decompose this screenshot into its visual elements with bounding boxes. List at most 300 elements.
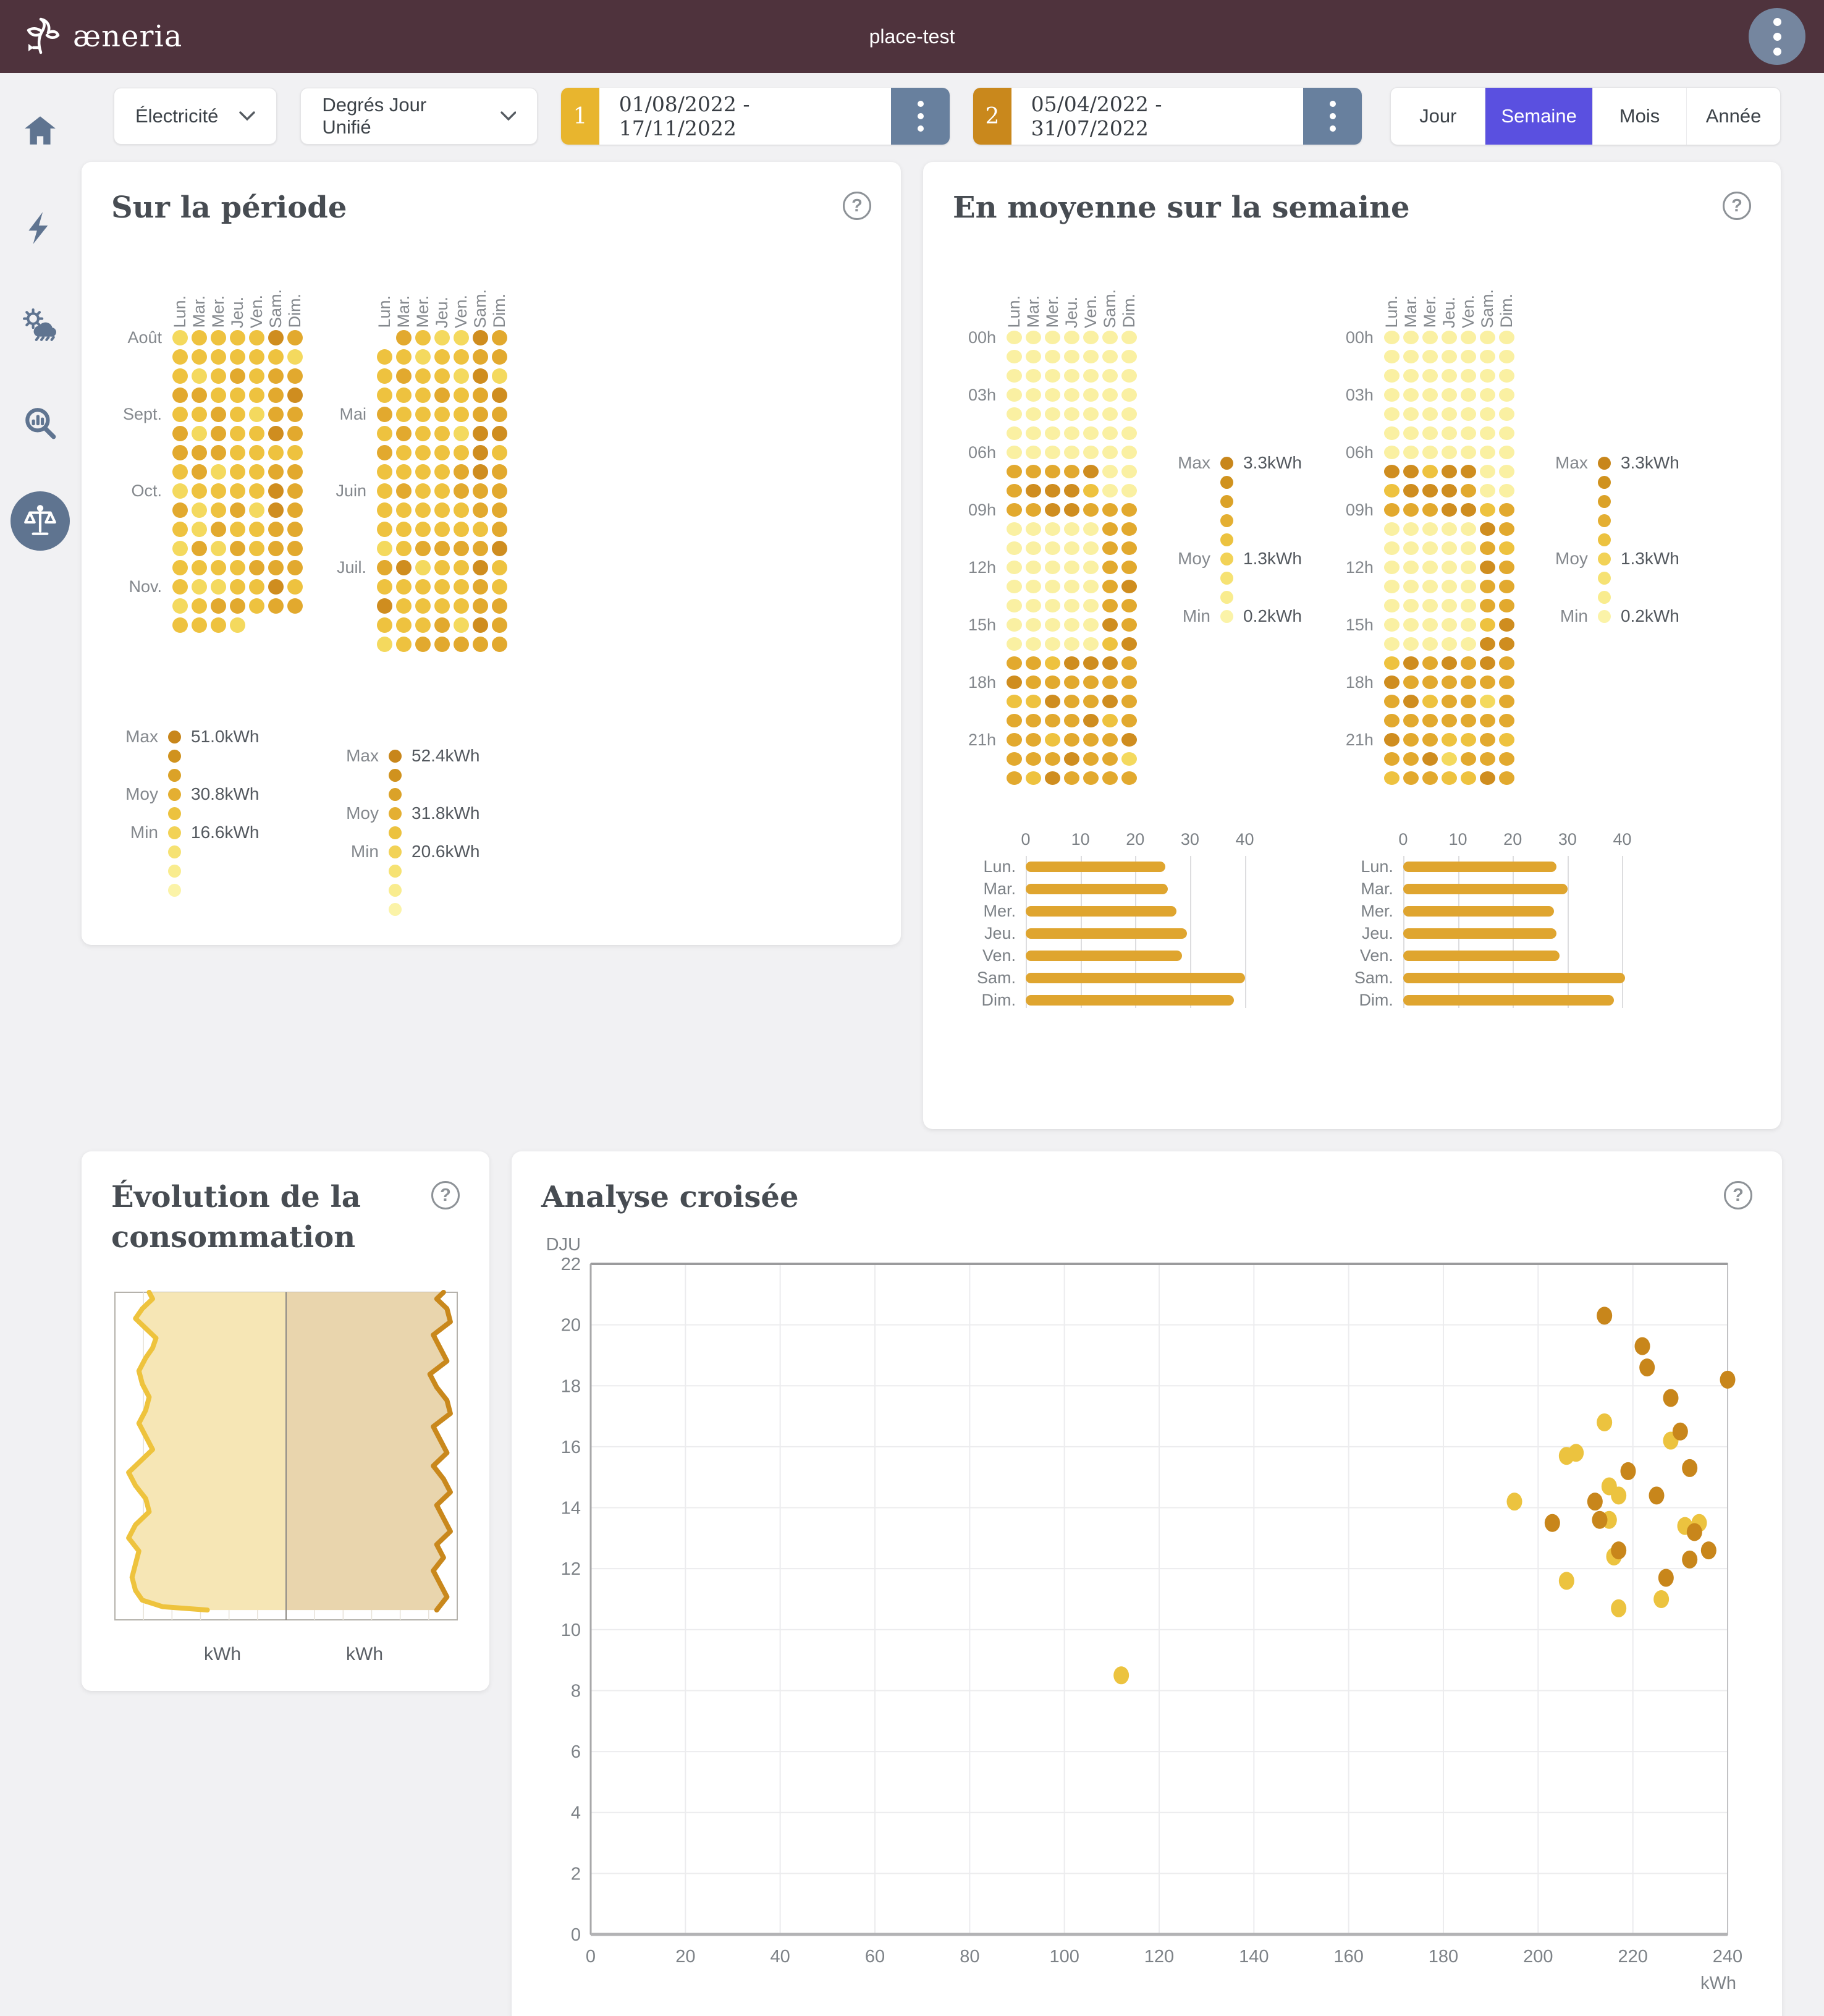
heatmap-dot	[1442, 637, 1457, 651]
heatmap-dot	[473, 579, 488, 595]
heatmap-dot	[1499, 695, 1514, 708]
sidebar	[0, 73, 80, 2016]
evolution-xlabel-1: kWh	[204, 1643, 241, 1664]
heatmap-dot	[1064, 771, 1079, 785]
heatmap-dot	[1083, 503, 1099, 517]
energy-type-select[interactable]	[114, 88, 277, 145]
legend-label: Max	[125, 727, 158, 747]
legend-label: Min	[1182, 606, 1210, 626]
heatmap-dot	[268, 502, 284, 518]
bar-row	[970, 856, 1267, 878]
legend-dot	[168, 750, 181, 763]
heatmap-dot	[249, 426, 264, 441]
help-icon[interactable]: ?	[1724, 1181, 1752, 1209]
heatmap-dot	[249, 407, 264, 422]
heatmap-dot	[473, 502, 488, 518]
day-label: Jeu.	[1062, 296, 1081, 328]
row-label	[953, 750, 1005, 769]
sidebar-item-consumption[interactable]	[11, 198, 70, 258]
heatmap-dot	[1045, 388, 1060, 402]
heatmap-dot	[1121, 771, 1137, 785]
heatmap-dot	[1442, 676, 1457, 689]
date-range-1-value: 01/08/2022 - 17/11/2022	[599, 88, 892, 145]
bar-category-label: Ven.	[1359, 946, 1393, 965]
legend-value: 3.3kWh	[1620, 453, 1679, 473]
legend-label: Moy	[1178, 549, 1210, 569]
heatmap-dot	[1045, 503, 1060, 517]
heatmap-dot	[1007, 733, 1022, 747]
legend-value: 1.3kWh	[1620, 549, 1679, 569]
row-label: 06h	[968, 443, 996, 462]
heatmap-dot	[396, 330, 412, 345]
help-icon[interactable]: ?	[1723, 192, 1751, 220]
heatmap-day-labels	[332, 253, 509, 328]
scatter-point-period-2	[1545, 1514, 1560, 1532]
heatmap-dot	[473, 637, 488, 652]
y-tick-label: 8	[570, 1681, 581, 1701]
heatmap-dot	[1064, 369, 1079, 383]
heatmap-dot	[1480, 407, 1495, 421]
x-tick-label: 120	[1144, 1946, 1175, 1967]
row-label	[111, 424, 171, 443]
heatmap-dot	[1026, 752, 1041, 766]
legend-dot	[168, 826, 181, 839]
heatmap-dot	[1007, 656, 1022, 670]
row-label	[953, 347, 1005, 366]
heatmap-dot	[454, 483, 469, 499]
heatmap-dot	[249, 330, 264, 345]
legend-value: 52.4kWh	[412, 746, 480, 766]
row-label	[953, 635, 1005, 654]
heatmap-dot	[415, 349, 431, 365]
legend-label: Max	[1178, 453, 1210, 473]
bar	[1403, 862, 1556, 872]
heatmap-dot	[1384, 618, 1400, 632]
heatmap-dot	[1384, 676, 1400, 689]
heatmap-dot	[492, 579, 507, 595]
heatmap-dot	[1083, 388, 1099, 402]
heatmap-dot	[454, 368, 469, 384]
heatmap-dot	[1422, 407, 1438, 421]
row-label: Mai	[339, 404, 366, 423]
row-label	[953, 692, 1005, 711]
heatmap-dot	[172, 388, 188, 403]
x-tick-label: 0	[585, 1946, 596, 1967]
heatmap-dot	[1045, 637, 1060, 651]
row-label	[111, 386, 171, 405]
bar-category-label: Lun.	[1361, 857, 1393, 876]
legend-dot	[168, 807, 181, 820]
row-label: 18h	[968, 672, 996, 692]
heatmap-dot	[211, 483, 226, 499]
heatmap-dot	[1480, 580, 1495, 593]
heatmap-dot	[268, 598, 284, 614]
heatmap-dot	[415, 445, 431, 460]
date-range-1-menu-button[interactable]	[891, 88, 950, 145]
heatmap-dot	[492, 349, 507, 365]
heatmap-dot	[377, 426, 392, 441]
heatmap-dot	[434, 407, 450, 422]
heatmap-legend	[1163, 454, 1302, 788]
brand	[22, 17, 182, 56]
heatmap-dot	[268, 522, 284, 537]
heatmap-dot	[1403, 695, 1419, 708]
heatmap-dot	[1461, 465, 1476, 478]
heatmap-dot	[1499, 599, 1514, 612]
heatmap-dot	[211, 426, 226, 441]
scatter-plot	[541, 1236, 1752, 1996]
axis-tick-label: 0	[1021, 829, 1031, 849]
heatmap-dot	[1007, 695, 1022, 708]
legend-value: 0.2kWh	[1620, 606, 1679, 626]
heatmap-dot	[1422, 676, 1438, 689]
heatmap-dot	[377, 407, 392, 422]
card-sur-la-periode	[82, 162, 901, 945]
heatmap-dot	[1403, 752, 1419, 766]
help-icon[interactable]: ?	[431, 1181, 460, 1209]
heatmap-dot	[1442, 503, 1457, 517]
heatmap-dot	[454, 445, 469, 460]
bar-row	[1348, 967, 1644, 989]
heatmap-dot	[1403, 771, 1419, 785]
bar-row	[970, 900, 1267, 923]
day-label: Jeu.	[1439, 296, 1458, 328]
heatmap-dot	[192, 407, 207, 422]
row-label: 03h	[968, 385, 996, 404]
legend-dot	[1220, 495, 1233, 508]
heatmap-dot	[1007, 637, 1022, 651]
bar-axis	[970, 830, 1302, 856]
heatmap-dot	[230, 464, 245, 480]
heatmap-dot	[1442, 771, 1457, 785]
heatmap-dot	[1026, 350, 1041, 363]
x-tick-label: 20	[675, 1946, 696, 1967]
date-range-1[interactable]	[561, 88, 950, 145]
heatmap-dot	[1083, 656, 1099, 670]
scatter-point-period-2	[1587, 1493, 1603, 1510]
heatmap-dot	[268, 483, 284, 499]
heatmap-dot	[192, 617, 207, 633]
bar-category-label: Ven.	[982, 946, 1016, 965]
heatmap-dot	[1045, 369, 1060, 383]
heatmap-dot	[415, 407, 431, 422]
heatmap-dot	[434, 522, 450, 537]
heatmap-dot	[1026, 388, 1041, 402]
row-label	[1330, 366, 1382, 386]
heatmap-dot	[1384, 369, 1400, 383]
heatmap-dot	[377, 617, 392, 633]
heatmap-dot	[1007, 618, 1022, 632]
heatmap-dot	[1064, 484, 1079, 498]
heatmap-dot	[1442, 350, 1457, 363]
heatmap-dot	[1422, 503, 1438, 517]
heatmap-dot	[396, 445, 412, 460]
heatmap-dot	[1461, 484, 1476, 498]
day-label: Jeu.	[228, 296, 247, 328]
row-label: 12h	[968, 557, 996, 577]
bar	[1026, 928, 1187, 939]
row-label	[953, 769, 1005, 788]
sidebar-item-weather[interactable]	[11, 296, 70, 355]
legend-dot	[389, 865, 402, 878]
sidebar-item-compare[interactable]	[11, 491, 70, 551]
heatmap-dot	[396, 541, 412, 556]
heatmap-dot	[1083, 580, 1099, 593]
bar-plot	[970, 856, 1267, 1012]
heatmap-dot	[1480, 561, 1495, 574]
heatmap-dot	[1480, 752, 1495, 766]
period-button-annee[interactable]: Année	[1686, 88, 1780, 145]
heatmap-dot	[1121, 484, 1137, 498]
heatmap-dot	[492, 388, 507, 403]
heatmap-dot	[1499, 714, 1514, 727]
legend-label: Max	[346, 746, 379, 766]
heatmap-dot	[1384, 446, 1400, 459]
heatmap-dot	[1026, 369, 1041, 383]
heatmap-dot	[1422, 656, 1438, 670]
y-tick-label: 6	[570, 1742, 581, 1762]
heatmap-dot	[1480, 599, 1495, 612]
heatmap-dot	[1422, 714, 1438, 727]
heatmap-dot	[1480, 541, 1495, 555]
legend-value: 3.3kWh	[1243, 453, 1302, 473]
period-button-mois[interactable]: Mois	[1592, 88, 1686, 145]
heatmap-dot	[1064, 752, 1079, 766]
heatmap-dot	[434, 637, 450, 652]
heatmap-dot	[1461, 331, 1476, 344]
card-en-moyenne-semaine	[923, 162, 1781, 1129]
day-label: Dim.	[1497, 294, 1516, 328]
heatmap-dot	[1422, 350, 1438, 363]
heatmap-dot	[1499, 522, 1514, 536]
date-range-2[interactable]	[973, 88, 1362, 145]
heatmap-dot	[415, 579, 431, 595]
heatmap-dot	[1480, 446, 1495, 459]
heatmap-dot	[1102, 695, 1118, 708]
row-label	[111, 443, 171, 462]
row-label	[332, 386, 375, 405]
sidebar-item-analysis[interactable]	[11, 394, 70, 453]
heatmap-dot	[211, 560, 226, 575]
bar-category-label: Jeu.	[984, 924, 1016, 943]
heatmap-dot	[1083, 369, 1099, 383]
scatter-point-period-2	[1663, 1389, 1679, 1407]
heatmap-dot	[1442, 446, 1457, 459]
heatmap-dot	[377, 541, 392, 556]
heatmap-dot	[192, 522, 207, 537]
heatmap-dot	[1064, 503, 1079, 517]
scatter-point-period-2	[1682, 1551, 1697, 1569]
row-label	[111, 558, 171, 577]
day-label: Lun.	[1005, 295, 1023, 328]
row-label	[953, 520, 1005, 539]
row-label	[332, 520, 375, 539]
heatmap-dot	[230, 445, 245, 460]
legend-value: 0.2kWh	[1243, 606, 1302, 626]
heatmap-dot	[230, 560, 245, 575]
heatmap-dot	[1064, 599, 1079, 612]
x-tick-label: 160	[1333, 1946, 1364, 1967]
heatmap-dot	[1007, 676, 1022, 689]
x-tick-label: 220	[1618, 1946, 1648, 1967]
heatmap-dot	[492, 502, 507, 518]
heatmap-dot	[1064, 522, 1079, 536]
day-label: Dim.	[490, 294, 509, 328]
heatmap-dot	[1064, 618, 1079, 632]
weather-icon	[22, 308, 58, 344]
heatmap-dot	[434, 349, 450, 365]
heatmap-dot	[396, 598, 412, 614]
header-menu-button[interactable]	[1749, 8, 1805, 65]
heatmap-dot	[1480, 695, 1495, 708]
heatmap-dot	[377, 598, 392, 614]
heatmap-dot	[415, 617, 431, 633]
heatmap-dot	[230, 502, 245, 518]
heatmap-dot	[1403, 676, 1419, 689]
heatmap-dot	[377, 502, 392, 518]
heatmap-dot	[396, 426, 412, 441]
help-icon[interactable]: ?	[843, 192, 871, 220]
row-label: 09h	[968, 500, 996, 519]
heatmap-dot	[1499, 771, 1514, 785]
heatmap-dot	[268, 445, 284, 460]
heatmap-dot	[434, 598, 450, 614]
date-range-1-badge: 1	[561, 88, 599, 145]
heatmap-dot	[1007, 522, 1022, 536]
row-label	[953, 462, 1005, 481]
heatmap-dot	[268, 541, 284, 556]
row-label	[332, 462, 375, 481]
day-label: Sam.	[266, 289, 285, 328]
day-label: Jeu.	[433, 296, 451, 328]
sidebar-item-home[interactable]	[11, 101, 70, 160]
heatmap-dot	[396, 349, 412, 365]
heatmap-dot	[1461, 714, 1476, 727]
heatmap-dot	[1403, 446, 1419, 459]
heatmap-dot	[1384, 752, 1400, 766]
heatmap-dot	[1102, 446, 1118, 459]
heatmap-dot	[287, 464, 303, 480]
heatmap-dot	[1102, 733, 1118, 747]
heatmap-dot	[1384, 637, 1400, 651]
heatmap-dot	[192, 541, 207, 556]
heatmap-dot	[1121, 350, 1137, 363]
heatmap-dot	[211, 407, 226, 422]
legend-label: Max	[1555, 453, 1588, 473]
heatmap-dot	[1461, 733, 1476, 747]
day-label: Sam.	[1100, 289, 1119, 328]
heatmap-dot	[1026, 484, 1041, 498]
weather-metric-select[interactable]	[300, 88, 538, 145]
heatmap-dot	[1102, 599, 1118, 612]
row-label: Juin	[336, 481, 366, 500]
legend-dot	[1598, 591, 1611, 604]
legend-dot	[389, 884, 402, 897]
day-label: Sam.	[471, 289, 489, 328]
heatmap-legend	[1541, 454, 1679, 788]
chevron-down-icon	[239, 111, 255, 121]
heatmap-dot	[1384, 580, 1400, 593]
heatmap-dot	[1499, 637, 1514, 651]
heatmap-row-labels	[332, 328, 375, 654]
legend-value: 31.8kWh	[412, 803, 480, 823]
heatmap-dot	[1045, 752, 1060, 766]
legend-dot	[1220, 533, 1233, 546]
y-tick-label: 22	[560, 1254, 581, 1274]
heatmap-dot	[1083, 561, 1099, 574]
heatmap-dot	[1121, 388, 1137, 402]
heatmap-dot	[1403, 618, 1419, 632]
heatmap-dot	[1007, 580, 1022, 593]
heatmap-dot	[1422, 541, 1438, 555]
heatmap-dot	[1026, 599, 1041, 612]
heatmap-dot	[249, 349, 264, 365]
period-button-jour[interactable]: Jour	[1419, 105, 1457, 127]
heatmap-dot	[1083, 465, 1099, 478]
row-label: Sept.	[122, 404, 162, 423]
heatmap-dot	[1045, 426, 1060, 440]
heatmap-dot	[1102, 676, 1118, 689]
heatmap-dot	[1064, 676, 1079, 689]
heatmap-dot	[192, 368, 207, 384]
heatmap-dot	[473, 388, 488, 403]
heatmap-dot	[1384, 541, 1400, 555]
scatter-point-period-1	[1653, 1590, 1669, 1608]
heatmap-dot	[473, 349, 488, 365]
legend-dot	[1598, 610, 1611, 623]
top-bar	[0, 0, 1824, 73]
heatmap-dot	[1384, 599, 1400, 612]
row-label	[1330, 692, 1382, 711]
heatmap-dot	[249, 445, 264, 460]
heatmap-dot	[1064, 541, 1079, 555]
heatmap-dot	[1461, 676, 1476, 689]
row-label	[332, 539, 375, 558]
bar-category-label: Jeu.	[1361, 924, 1393, 943]
period-button-semaine[interactable]: Semaine	[1485, 88, 1592, 145]
heatmap-dot	[1461, 522, 1476, 536]
heatmap-dot	[268, 349, 284, 365]
legend-dot	[168, 845, 181, 858]
row-label	[1330, 424, 1382, 443]
heatmap-dot	[1422, 752, 1438, 766]
bar	[1026, 973, 1245, 983]
heatmap-dot	[287, 483, 303, 499]
heatmap-dot	[1064, 331, 1079, 344]
bar-plot	[1348, 856, 1644, 1012]
heatmap-dot	[492, 598, 507, 614]
heatmap-dot	[1480, 637, 1495, 651]
heatmap-dot	[1102, 465, 1118, 478]
bar-category-label: Mer.	[983, 902, 1016, 921]
day-label: Ven.	[1458, 294, 1477, 328]
heatmap-dot	[1007, 350, 1022, 363]
heatmap-dot	[454, 579, 469, 595]
heatmap-dot	[1384, 656, 1400, 670]
legend-dot	[1220, 476, 1233, 489]
x-tick-label: 200	[1523, 1946, 1553, 1967]
heatmap-dot	[1026, 676, 1041, 689]
heatmap-legend	[332, 747, 509, 919]
heatmap-dot	[434, 560, 450, 575]
row-label	[332, 443, 375, 462]
heatmap-grid	[1382, 328, 1516, 788]
heatmap-dot	[1026, 426, 1041, 440]
heatmap-dot	[1442, 580, 1457, 593]
date-range-2-menu-button[interactable]	[1303, 88, 1362, 145]
heatmap-dot	[1499, 350, 1514, 363]
heatmap-dot	[230, 541, 245, 556]
